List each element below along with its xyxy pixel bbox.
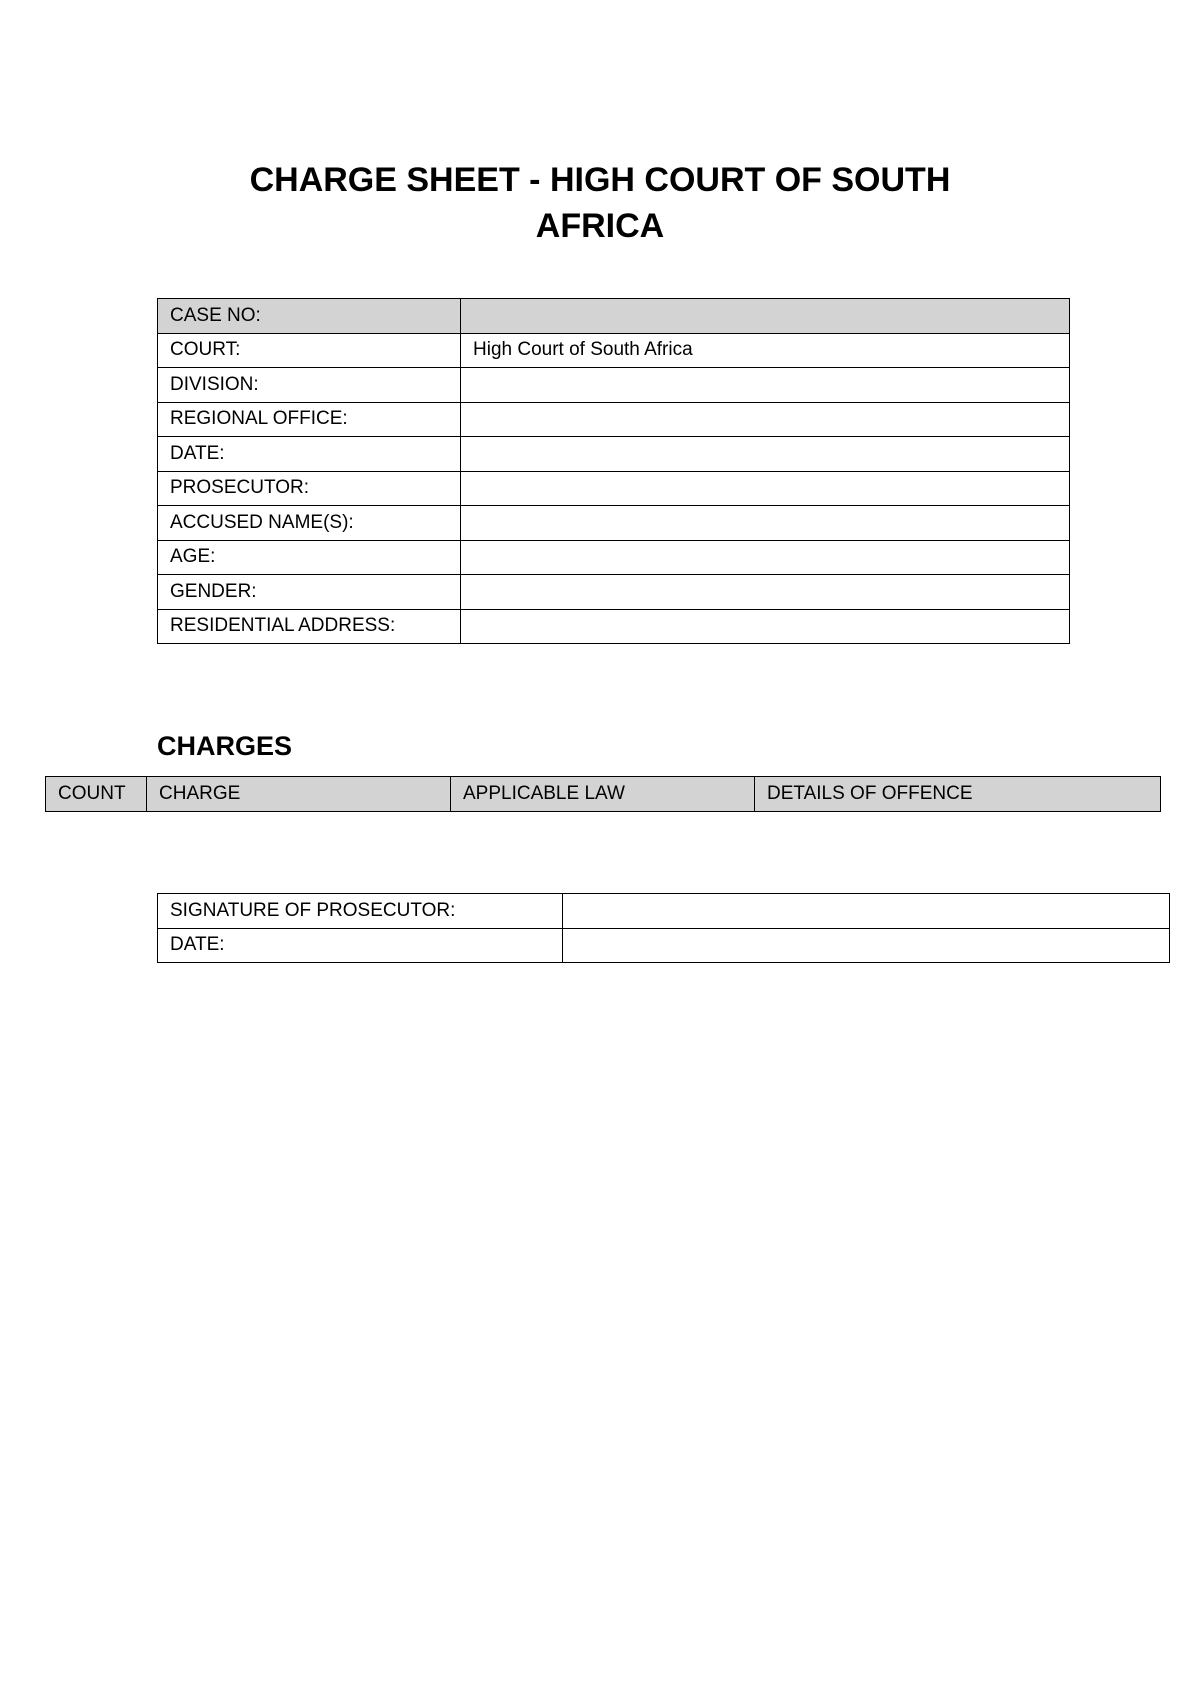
document-title: [0, 157, 1200, 249]
charges-heading: CHARGES: [157, 731, 293, 761]
charges-header-row: [46, 777, 1161, 812]
case-no-value: [461, 299, 1070, 334]
case-details-row-case-no: [158, 299, 1070, 334]
signature-date-row: [158, 928, 1170, 963]
age-label: AGE:: [158, 540, 461, 575]
case-details-row-regional-office: [158, 402, 1070, 437]
case-details-table: [157, 298, 1070, 644]
case-details-row-residential-address: [158, 609, 1070, 644]
case-details-row-accused-names: [158, 506, 1070, 541]
regional-office-value: [461, 402, 1070, 437]
case-details-row-age: [158, 540, 1070, 575]
regional-office-label: REGIONAL OFFICE:: [158, 402, 461, 437]
age-value: [461, 540, 1070, 575]
signature-date-label: DATE:: [158, 928, 563, 963]
date-label: DATE:: [158, 437, 461, 472]
residential-address-label: RESIDENTIAL ADDRESS:: [158, 609, 461, 644]
prosecutor-value: [461, 471, 1070, 506]
accused-names-value: [461, 506, 1070, 541]
case-details-row-gender: [158, 575, 1070, 610]
court-label: COURT:: [158, 333, 461, 368]
residential-address-value: [461, 609, 1070, 644]
document-title-line-1: CHARGE SHEET - HIGH COURT OF SOUTH: [249, 161, 951, 199]
signature-row: [158, 894, 1170, 929]
gender-value: [461, 575, 1070, 610]
column-header-applicable-law: APPLICABLE LAW: [451, 777, 755, 812]
division-value: [461, 368, 1070, 403]
document-title-line-2: AFRICA: [535, 207, 665, 245]
column-header-details-of-offence: DETAILS OF OFFENCE: [755, 777, 1161, 812]
case-no-label: CASE NO:: [158, 299, 461, 334]
signature-of-prosecutor-label: SIGNATURE OF PROSECUTOR:: [158, 894, 563, 929]
signature-of-prosecutor-value: [563, 894, 1170, 929]
signature-table: [157, 893, 1170, 963]
accused-names-label: ACCUSED NAME(S):: [158, 506, 461, 541]
gender-label: GENDER:: [158, 575, 461, 610]
signature-date-value: [563, 928, 1170, 963]
column-header-count: COUNT: [46, 777, 147, 812]
division-label: DIVISION:: [158, 368, 461, 403]
court-value: High Court of South Africa: [461, 333, 1070, 368]
case-details-row-court: [158, 333, 1070, 368]
charges-table: [45, 776, 1161, 812]
prosecutor-label: PROSECUTOR:: [158, 471, 461, 506]
case-details-row-division: [158, 368, 1070, 403]
column-header-charge: CHARGE: [147, 777, 451, 812]
case-details-row-date: [158, 437, 1070, 472]
case-details-row-prosecutor: [158, 471, 1070, 506]
date-value: [461, 437, 1070, 472]
